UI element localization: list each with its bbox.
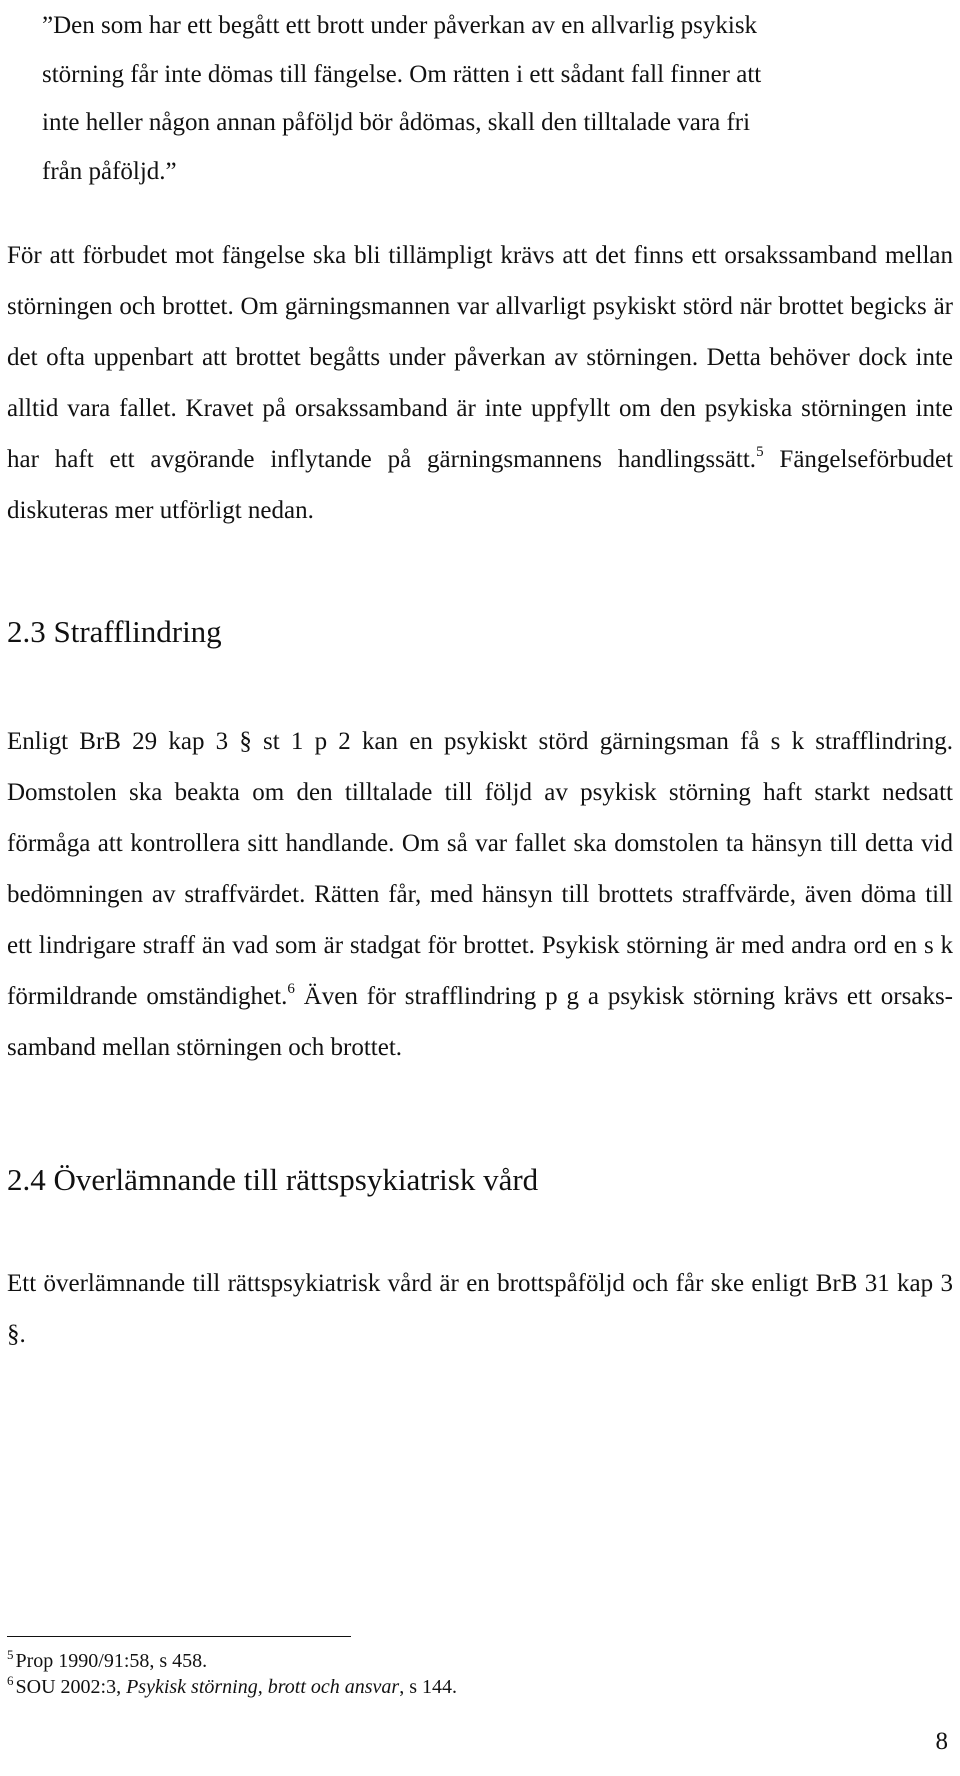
page-number: 8 (935, 1728, 948, 1755)
quote-line: inte heller någon annan påföljd bör ådömas, skall den tilltalade vara fri (42, 109, 751, 136)
footnote-divider (7, 1636, 351, 1637)
section-heading: 2.4 Överlämnande till rättspsykiatrisk vård (7, 1162, 539, 1197)
footnote-number: 5 (7, 1647, 14, 1662)
paragraph-overlamnande: Ett överlämnande till rättspsykiatrisk vård är en brottspåföljd och får ske enligt BrB 31 kap 3 §. (7, 1270, 953, 1348)
paragraph-text: Även för strafflindring p g a psykisk störning krävs ett orsaks-samband mellan störningen och brottet. (7, 983, 954, 1061)
footnote-title: Psykisk störning, brott och ansvar (126, 1676, 400, 1698)
footnote-text: , s 144. (399, 1676, 457, 1698)
footnote-reference: 6 (287, 981, 295, 997)
paragraph-strafflindring (7, 716, 953, 1073)
quote-line: störning får inte dömas till fängelse. Om rätten i ett sådant fall finner att (42, 60, 762, 88)
paragraph-causality (7, 230, 953, 536)
paragraph-text: Enligt BrB 29 kap 3 § st 1 p 2 kan en psykiskt störd gärningsman få s k strafflindring. Domstolen ska beakta om den tilltalade till följd av psykisk störning haft starkt nedsatt förmåga att kontrollera sitt handlande. Om så var fallet ska domstolen ta hänsyn till detta vid bedömningen av straffvärdet. Rätten får, med hänsyn till brottets straffvärde, även döma till ett lindrigare straff än vad som är stadgat för brottet. Psykisk störning är med andra ord en s k förmildrande omständighet. (7, 728, 953, 1010)
footnote (7, 1674, 457, 1700)
paragraph-text: Fängelseförbudet diskuteras mer utförligt nedan. (7, 446, 953, 524)
footnote-reference: 5 (756, 444, 764, 460)
paragraph-text: För att förbudet mot fängelse ska bli tillämpligt krävs att det finns ett orsakssamband mellan störningen och brottet. Om gärningsmannen var allvarligt psykiskt störd när brottet begicks är det ofta uppenbart att brottet begåtts under påverkan av störningen. Detta behöver dock inte alltid vara fallet. Kravet på orsakssamband är inte uppfyllt om den psykiska störningen inte har haft ett avgörande inflytande på gärningsmannens handlingssätt. (7, 242, 953, 473)
quote-block (42, 2, 902, 196)
footnote-text: SOU 2002:3, (15, 1676, 127, 1698)
quote-line: från påföljd.” (42, 157, 177, 185)
footnote-number: 6 (7, 1673, 14, 1688)
quote-line: ”Den som har ett begått ett brott under påverkan av en allvarlig psykisk (42, 12, 758, 39)
footnote-text: Prop 1990/91:58, s 458. (15, 1650, 208, 1672)
footnote (7, 1648, 207, 1674)
section-heading: 2.3 Strafflindring (7, 614, 222, 649)
